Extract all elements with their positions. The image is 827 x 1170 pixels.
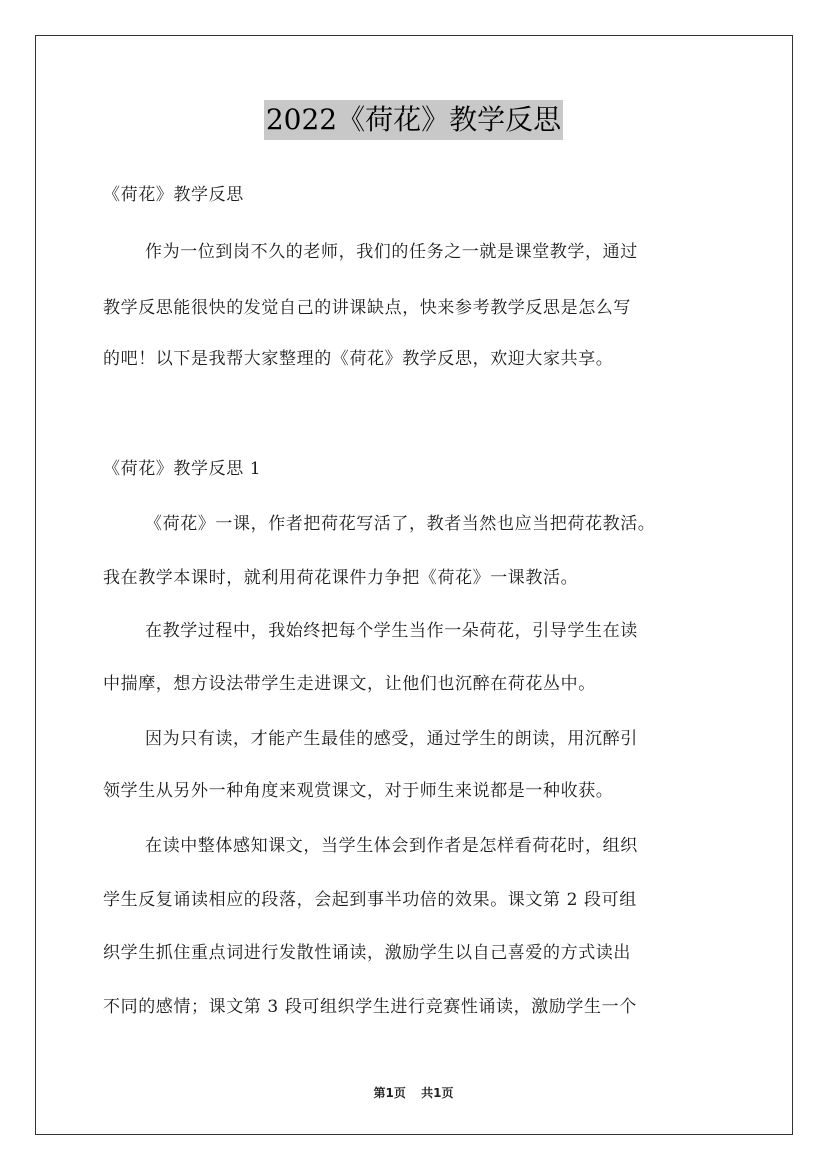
body-line: 织学生抓住重点词进行发散性诵读，激励学生以自己喜爱的方式读出 [103, 943, 631, 963]
body-line: 在教学过程中，我始终把每个学生当作一朵荷花，引导学生在读 [145, 621, 638, 641]
body-line: 不同的感情；课文第 3 段可组织学生进行竞赛性诵读，激励学生一个 [103, 997, 637, 1017]
body-line: 《荷花》一课，作者把荷花写活了，教者当然也应当把荷花教活。 [145, 514, 656, 534]
document-subtitle: 《荷花》教学反思 [103, 185, 244, 205]
body-line: 我在教学本课时，就利用荷花课件力争把《荷花》一课教活。 [103, 568, 579, 588]
section-heading: 《荷花》教学反思 1 [103, 459, 262, 479]
title-wrap [0, 100, 827, 140]
body-line: 领学生从另外一种角度来观赏课文，对于师生来说都是一种收获。 [103, 781, 614, 801]
body-line: 中揣摩，想方设法带学生走进课文，让他们也沉醉在荷花丛中。 [103, 674, 596, 694]
intro-line: 的吧！以下是我帮大家整理的《荷花》教学反思，欢迎大家共享。 [103, 349, 614, 369]
intro-line: 教学反思能很快的发觉自己的讲课缺点，快来参考教学反思是怎么写 [103, 298, 631, 318]
page-number: 第1页 [373, 1086, 406, 1100]
intro-line: 作为一位到岗不久的老师，我们的任务之一就是课堂教学，通过 [145, 242, 638, 262]
document-title: 2022《荷花》教学反思 [264, 100, 563, 140]
body-line: 在读中整体感知课文，当学生体会到作者是怎样看荷花时，组织 [145, 836, 638, 856]
body-line: 因为只有读，才能产生最佳的感受，通过学生的朗读，用沉醉引 [145, 729, 638, 749]
page-footer [0, 1084, 827, 1101]
body-line: 学生反复诵读相应的段落，会起到事半功倍的效果。课文第 2 段可组 [103, 890, 637, 910]
page-total: 共1页 [421, 1086, 454, 1100]
